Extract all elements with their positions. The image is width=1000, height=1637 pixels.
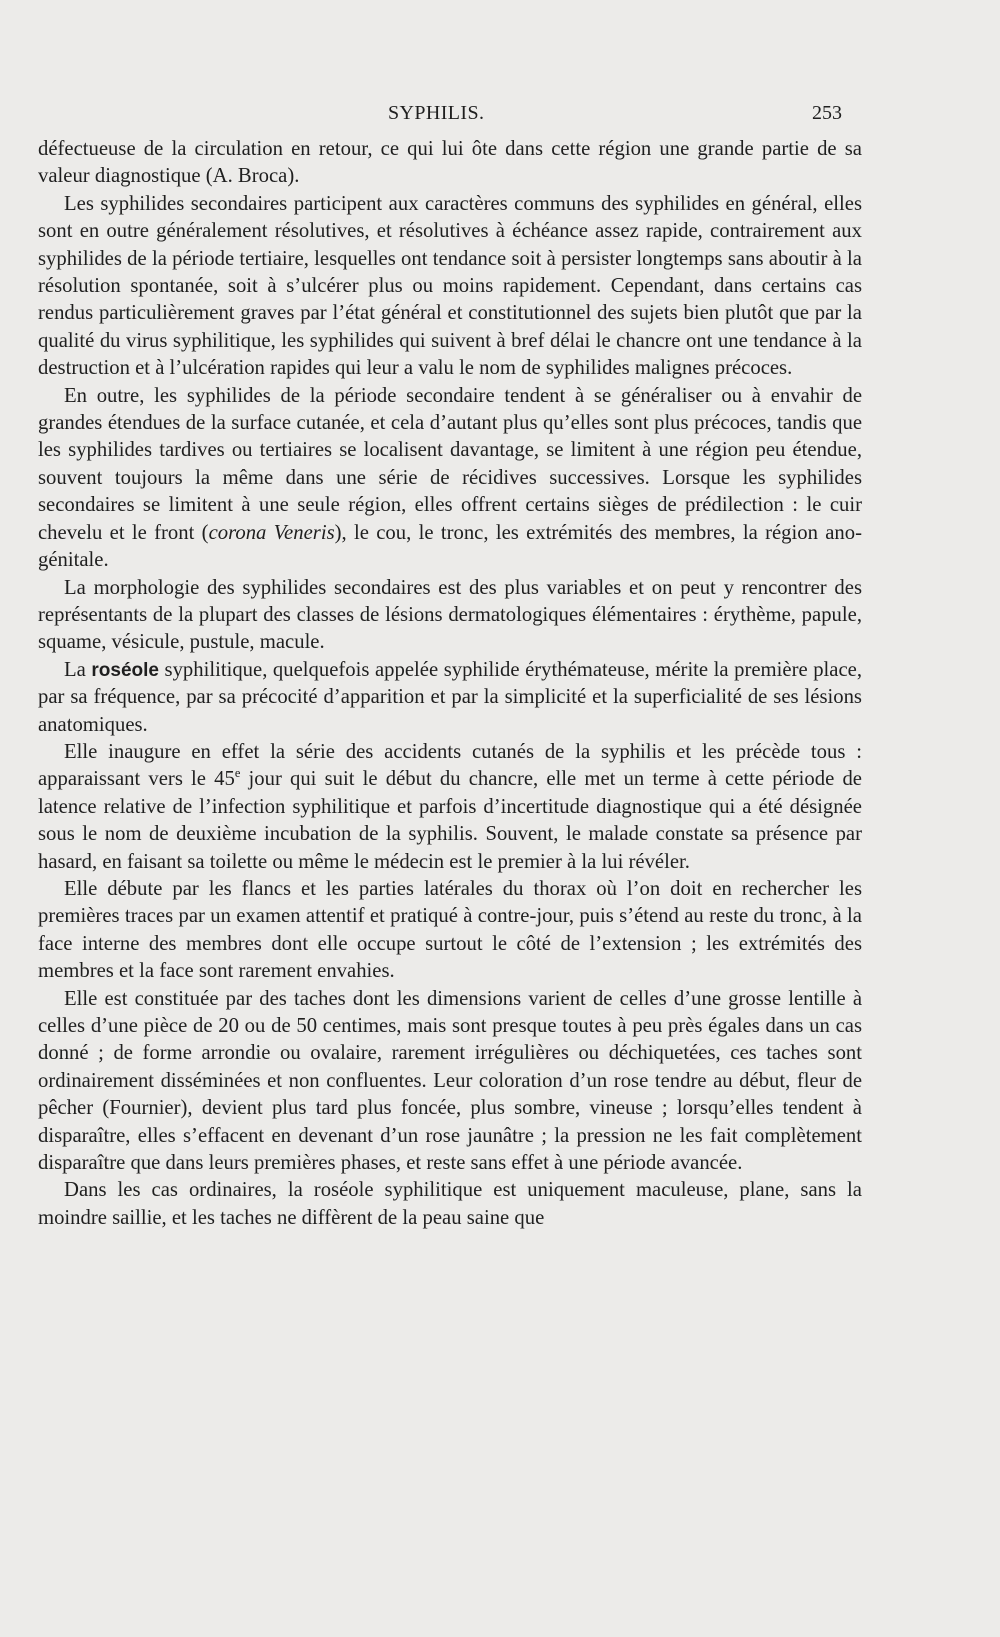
paragraph-secondary-syphilides: Les syphilides secondaires participent aux caractères communs des syphilides en général, elles sont en outre généralement résolutives, et résolutives à échéance assez rapide, contrairement aux syphilides de la période tertiaire, lesquelles ont tendance soit à persister longtemps sans aboutir à la résolution spontanée, soit à s’ulcérer plus ou moins rapidement. Cependant, dans certains cas rendus particulièrement graves par l’état général et constitutionnel des sujets bien plutôt que par la qualité du virus syphilitique, les syphilides qui suivent à bref délai le chancre ont une tendance à la destruction et à l’ulcération rapides qui leur a valu le nom de syphilides malignes précoces. (38, 192, 862, 380)
paragraph-text: jour qui suit le début du chancre, elle met un terme à cette période de latence relative de l’infection syphilitique et parfois d’incertitude diagnostique qui a été désignée sous le nom de deuxième incubation de la syphilis. Souvent, le malade constate sa présence par hasard, en faisant sa toilette ou même le médecin est le premier à la lui révéler. (38, 768, 862, 873)
paragraph-inauguration (38, 739, 862, 876)
paragraph-continuation: défectueuse de la circulation en retour, ce qui lui ôte dans cette région une grande partie de sa valeur diagnostique (A. Broca). (38, 138, 862, 188)
paragraph-cas-ordinaires: Dans les cas ordinaires, la roséole syphilitique est uniquement maculeuse, plane, sans la moindre saillie, et les taches ne diffèrent de la peau saine que (38, 1179, 862, 1229)
paragraph-roseole (38, 657, 862, 739)
paragraph-morphology: La morphologie des syphilides secondaires est des plus variables et on peut y rencontrer des représentants de la plupart des classes de lésions dermatologiques élémentaires : érythème, papule, squame, vésicule, pustule, macule. (38, 576, 862, 654)
paragraph-taches: Elle est constituée par des taches dont les dimensions varient de celles d’une grosse lentille à celles d’une pièce de 20 ou de 50 centimes, mais sont presque toutes à peu près égales dans un cas donné ; de forme arrondie ou ovalaire, rarement irrégulières ou déchiquetées, ces taches sont ordinairement disséminées et non confluentes. Leur coloration d’un rose tendre au début, fleur de pêcher (Fournier), devient plus tard plus foncée, plus sombre, vineuse ; lorsqu’elles tendent à disparaître, elles s’effacent en devenant d’un rose jaunâtre ; la pression ne les fait complètement disparaître que dans leurs premières phases, et reste sans effet à une période avancée. (38, 987, 862, 1175)
paragraph-text: syphilitique, quelquefois appelée syphilide érythémateuse, mérite la première place, par sa fréquence, par sa précocité d’apparition et par la simplicité et la superficialité de ses lésions anatomiques. (38, 658, 862, 736)
superscript-e: e (234, 766, 241, 781)
paragraph-text: La (64, 658, 92, 681)
body-text (38, 136, 862, 1232)
bold-term-roseole: roséole (91, 659, 159, 681)
paragraph-text: Elle inaugure en effet la série des accidents cutanés de la syphilis et les précède tous : apparaissant vers le 45 (38, 740, 862, 791)
page-number: 253 (812, 102, 842, 124)
running-head (0, 102, 1000, 132)
paragraph-text: En outre, les syphilides de la période secondaire tendent à se généraliser ou à envahir de grandes étendues de la surface cutanée, et cela d’autant plus qu’elles sont plus précoces, tandis que les syphilides tardives ou tertiaires se localisent davantage, se limitent à une région peu étendue, souvent toujours la même dans une série de récidives successives. Lorsque les syphilides secondaires se limitent à une seule région, elles offrent certains sièges de prédilection : le cuir chevelu et le front ( (38, 384, 862, 544)
running-title: SYPHILIS. (388, 102, 485, 124)
paragraph-localisation: Elle débute par les flancs et les parties latérales du thorax où l’on doit en rechercher les premières traces par un examen attentif et pratiqué à contre-jour, puis s’étend au reste du tronc, à la face interne des membres dont elle occupe surtout le côté de l’extension ; les extrémités des membres et la face sont rarement envahies. (38, 877, 862, 983)
paragraph-text: ), le cou, le tronc, les extrémités des membres, la région ano-génitale. (38, 521, 862, 572)
paragraph-generalisation (38, 383, 862, 575)
italic-term-corona-veneris: corona Veneris (208, 521, 335, 544)
